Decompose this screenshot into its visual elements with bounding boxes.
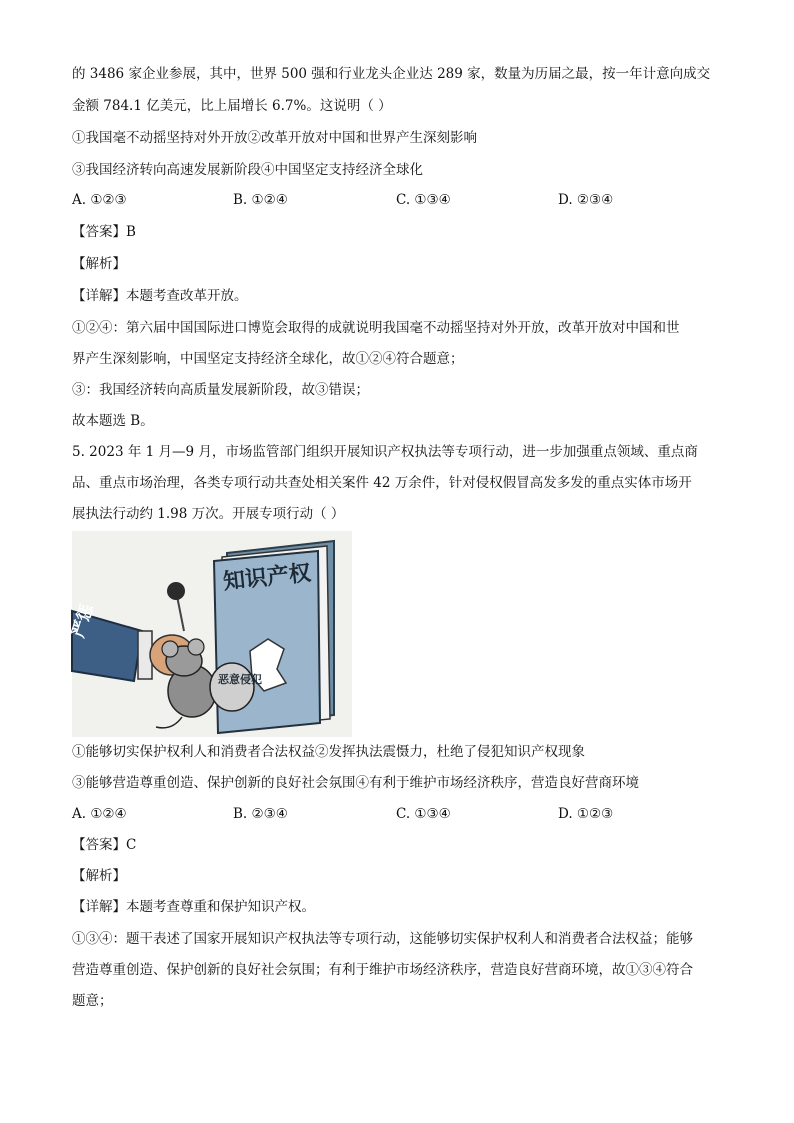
q5-answer: 【答案】C xyxy=(72,837,137,853)
mouse-ear-icon xyxy=(162,641,178,657)
mouse-ear-icon xyxy=(188,639,204,655)
q5-stem-line-3: 展执法行动约 1.98 万次。开展专项行动（ ） xyxy=(72,506,345,522)
q5-explanation-line-2: 营造尊重创造、保护创新的良好社会氛围；有利于维护市场经济秩序，营造良好营商环境，故①③④符合 xyxy=(72,962,693,978)
q4-analysis-label: 【解析】 xyxy=(72,256,126,272)
q4-option-c: C. ①③④ xyxy=(396,192,451,208)
q5-statement-line-1: ①能够切实保护权利人和消费者合法权益②发挥执法震慑力，杜绝了侵犯知识产权现象 xyxy=(72,744,585,760)
sack-shape xyxy=(210,663,254,711)
q4-statement-line-2: ③我国经济转向高速发展新阶段④中国坚定支持经济全球化 xyxy=(72,162,423,178)
q4-stem-line-1: 的 3486 家企业参展，其中，世界 500 强和行业龙头企业达 289 家，数量为历届之最，按一年计意向成交 xyxy=(72,66,711,82)
flower-head-icon xyxy=(167,582,185,600)
mouse-tail-shape xyxy=(156,717,182,728)
q4-option-a: A. ①②③ xyxy=(72,192,127,208)
q4-option-b: B. ①②④ xyxy=(233,192,288,208)
q4-stem-line-2: 金额 784.1 亿美元，比上届增长 6.7%。这说明（ ） xyxy=(72,98,392,114)
q5-explanation-line-3: 题意； xyxy=(72,993,113,1009)
q5-option-b: B. ②③④ xyxy=(233,806,288,822)
q4-explanation-line-2: 界产生深刻影响，中国坚定支持经济全球化，故①②④符合题意； xyxy=(72,351,464,367)
q4-explanation-line-3: ③：我国经济转向高质量发展新阶段，故③错误； xyxy=(72,382,369,398)
q5-option-a: A. ①②④ xyxy=(72,806,127,822)
sleeve-label: 严惩 xyxy=(68,601,99,641)
q4-answer: 【答案】B xyxy=(72,224,136,240)
cartoon-drawing xyxy=(68,531,352,737)
q4-detail: 【详解】本题考查改革开放。 xyxy=(72,288,248,304)
q5-option-d: D. ①②③ xyxy=(558,806,614,822)
sack-label: 恶意侵犯 xyxy=(218,673,262,686)
q5-detail: 【详解】本题考查尊重和保护知识产权。 xyxy=(72,899,315,915)
q5-stem-line-2: 品、重点市场治理，各类专项行动共查处相关案件 42 万余件，针对侵权假冒高发多发的重点实体市场开 xyxy=(72,475,692,491)
ip-protection-cartoon xyxy=(68,531,352,737)
q5-option-c: C. ①③④ xyxy=(396,806,451,822)
q4-conclusion: 故本题选 B。 xyxy=(72,413,154,429)
q5-analysis-label: 【解析】 xyxy=(72,868,126,884)
q4-explanation-line-1: ①②④：第六届中国国际进口博览会取得的成就说明我国毫不动摇坚持对外开放，改革开放对中国和世 xyxy=(72,320,680,336)
q4-statement-line-1: ①我国毫不动摇坚持对外开放②改革开放对中国和世界产生深刻影响 xyxy=(72,130,477,146)
q5-statement-line-2: ③能够营造尊重创造、保护创新的良好社会氛围④有利于维护市场经济秩序，营造良好营商环境 xyxy=(72,775,639,791)
book-title: 知识产权 xyxy=(222,560,313,595)
q4-option-d: D. ②③④ xyxy=(558,192,614,208)
q5-explanation-line-1: ①③④：题干表述了国家开展知识产权执法等专项行动，这能够切实保护权利人和消费者合法权益；能够 xyxy=(72,931,693,947)
flower-stem-shape xyxy=(177,596,184,631)
q5-stem-line-1: 5. 2023 年 1 月—9 月，市场监管部门组织开展知识产权执法等专项行动，进一步加强重点领域、重点商 xyxy=(72,444,698,460)
